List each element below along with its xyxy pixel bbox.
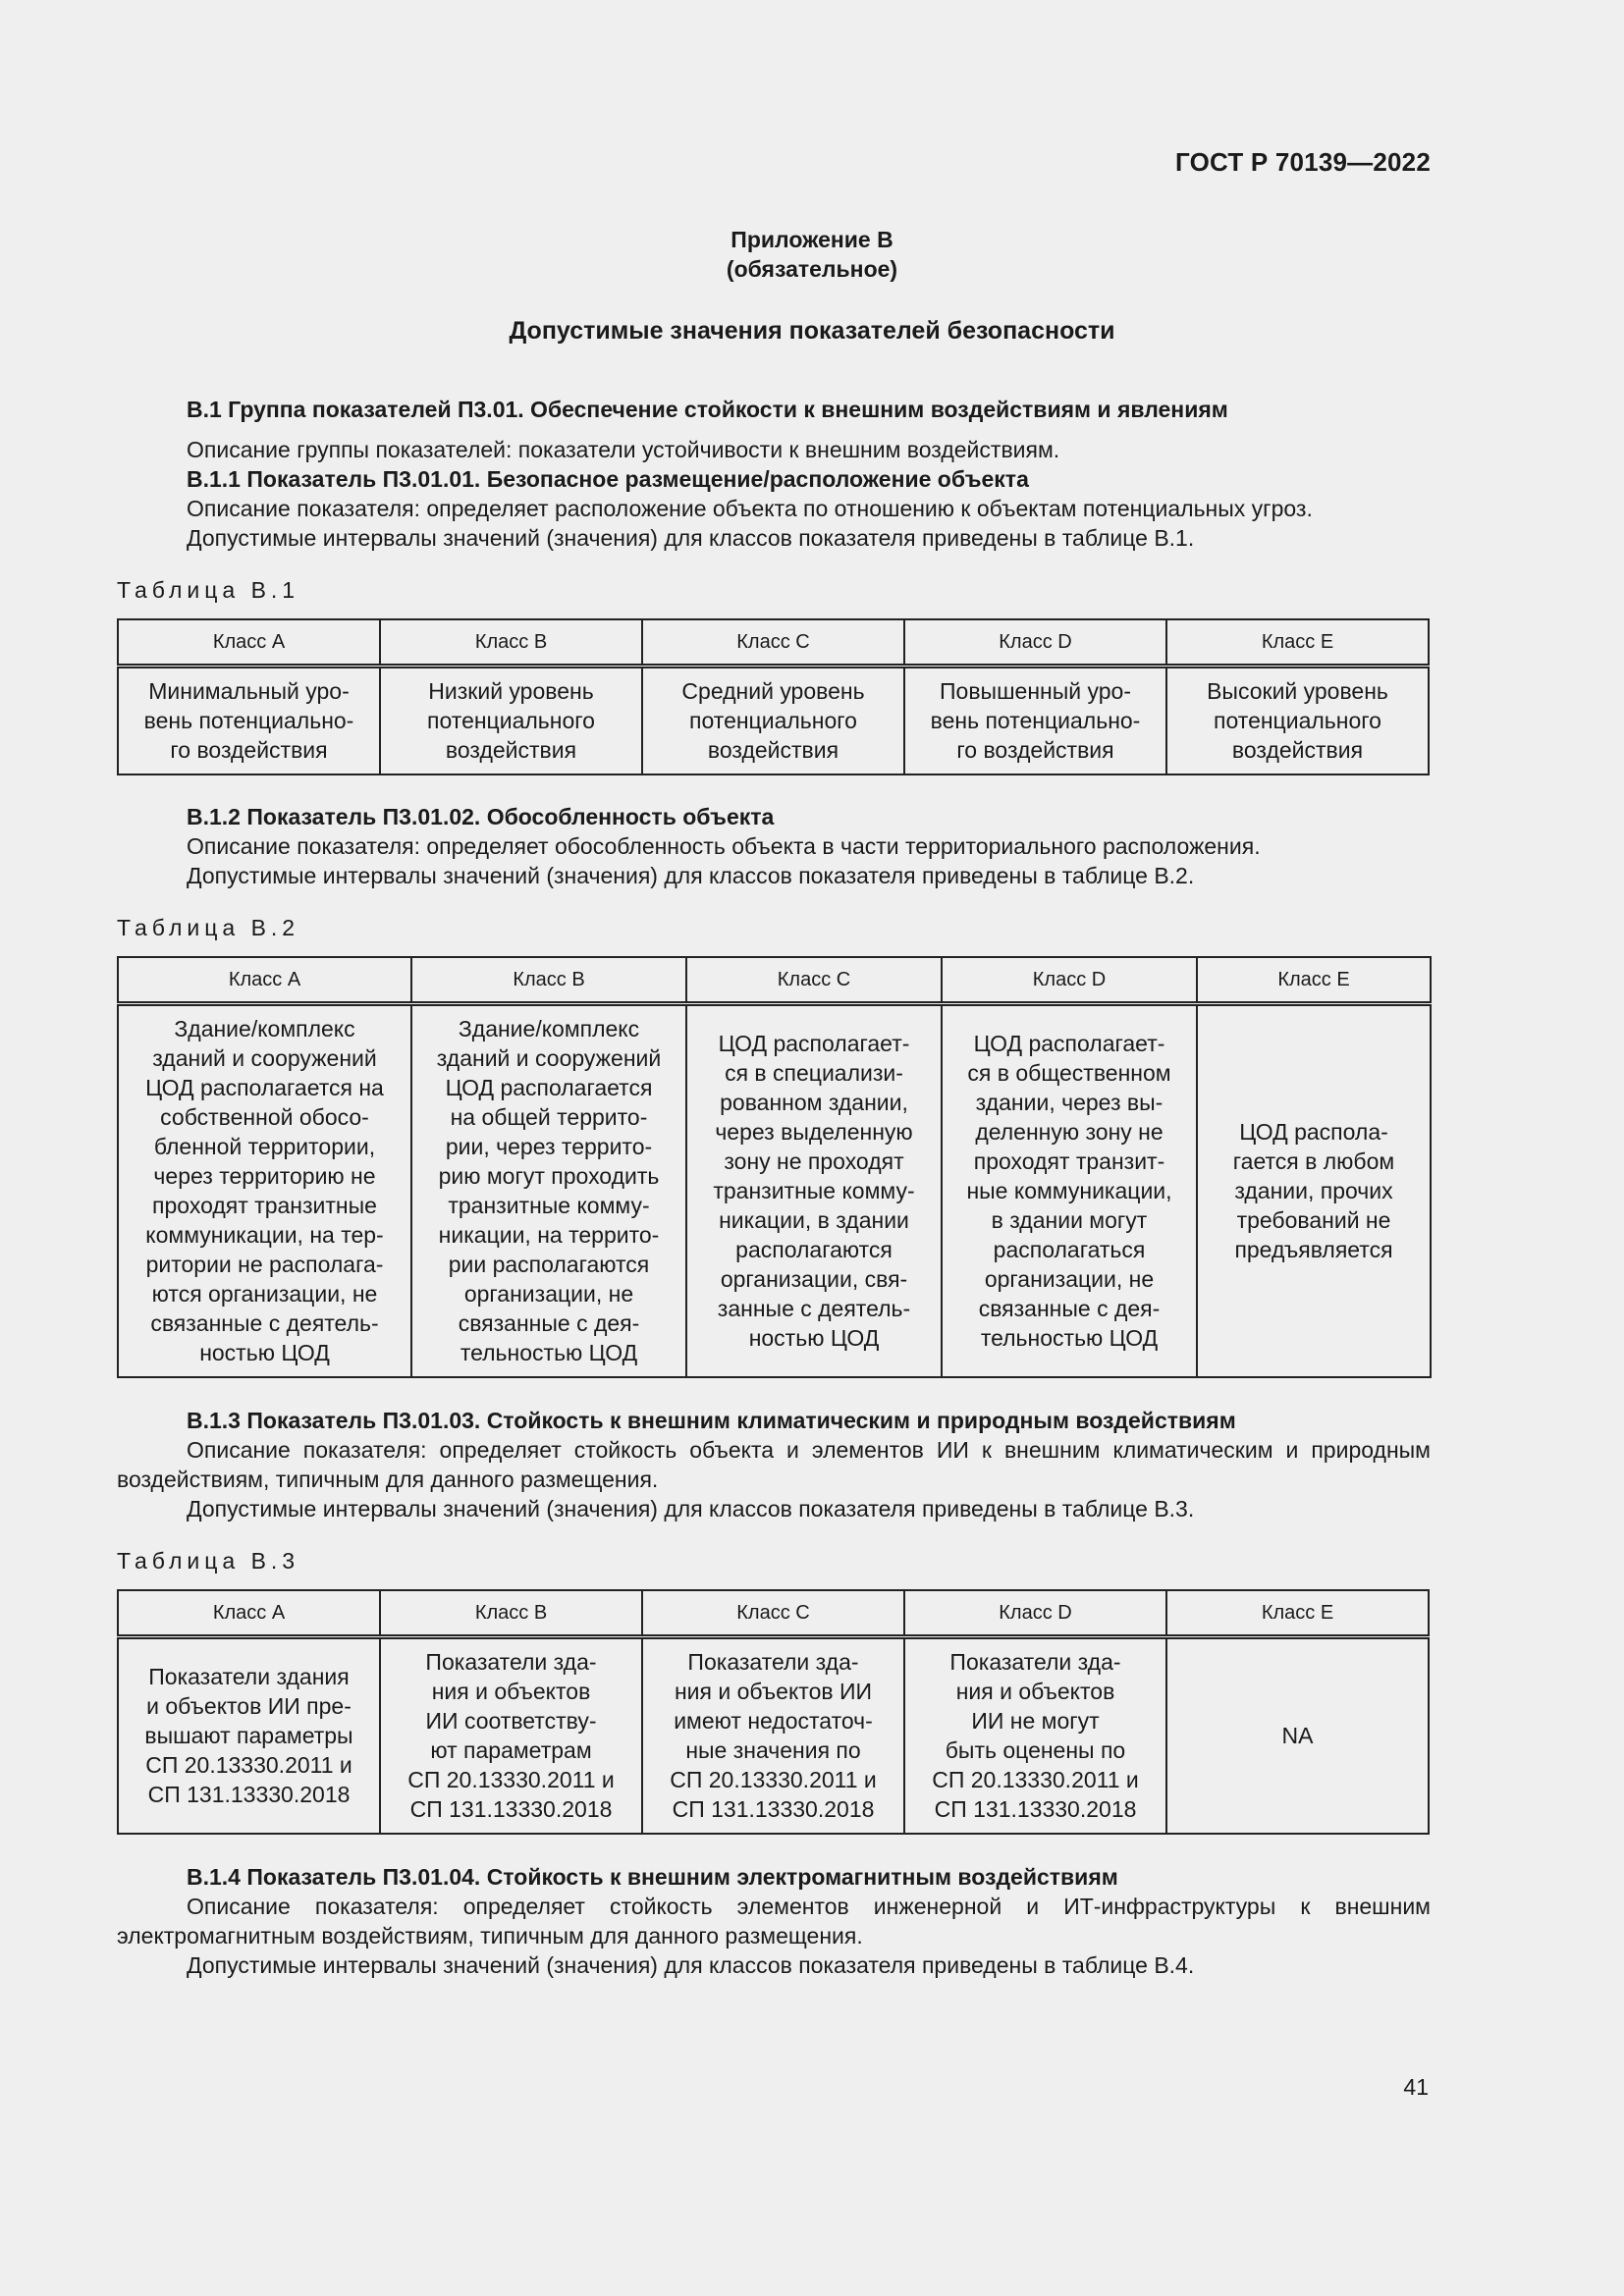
table-header-cell: Класс B	[380, 1590, 642, 1637]
table-cell: NA	[1166, 1637, 1429, 1834]
table-header-cell: Класс A	[118, 957, 411, 1004]
page-number: 41	[1403, 2074, 1429, 2100]
section-b14-description: Описание показателя: определяет стойкость элементов инженерной и ИТ-инфраструктуры к внешним электромагнитным воздействиям, типичным для данного размещения.	[117, 1894, 1431, 1949]
appendix-status: (обязательное)	[726, 256, 898, 282]
table-cell: Показатели здания и объектов ИИ пре- вышают параметры СП 20.13330.2011 и СП 131.13330.2018	[118, 1637, 380, 1834]
table-cell: Высокий уровень потенциального воздействия	[1166, 667, 1429, 774]
section-b12-description: Описание показателя: определяет обособленность объекта в части территориального расположения.	[187, 833, 1261, 859]
table-b3	[117, 1589, 1430, 1835]
table-header-cell: Класс C	[642, 619, 904, 667]
table-b1-caption: Таблица В.1	[117, 577, 300, 603]
table-header-cell: Класс C	[642, 1590, 904, 1637]
table-row	[118, 667, 1429, 774]
section-b12-heading: В.1.2 Показатель П3.01.02. Обособленность объекта	[187, 804, 775, 829]
table-header-cell: Класс C	[686, 957, 942, 1004]
table-header-cell: Класс D	[904, 1590, 1166, 1637]
table-cell: Минимальный уро- вень потенциально- го воздействия	[118, 667, 380, 774]
section-b11-ref: Допустимые интервалы значений (значения) для классов показателя приведены в таблице В.1.	[187, 525, 1195, 551]
section-b13-description: Описание показателя: определяет стойкость объекта и элементов ИИ к внешним климатическим и природным воздействиям, типичным для данного размещения.	[117, 1437, 1431, 1492]
table-b3-caption: Таблица В.3	[117, 1548, 300, 1574]
appendix-title: Допустимые значения показателей безопасности	[509, 317, 1115, 345]
table-header-cell: Класс B	[380, 619, 642, 667]
table-cell: ЦОД располагает- ся в общественном здании, через вы- деленную зону не проходят транзит- ные коммуникации, в здании могут располагаться организации, не связанные с дея- тельностью ЦОД	[942, 1004, 1197, 1377]
table-cell: Здание/комплекс зданий и сооружений ЦОД располагается на собственной обосо- бленной территории, через территорию не проходят транзитные коммуникации, на тер- ритории не располага- ются организации, не связанные с деятель- ностью ЦОД	[118, 1004, 411, 1377]
table-cell: Здание/комплекс зданий и сооружений ЦОД располагается на общей террито- рии, через террито- рию могут проходить транзитные комму- никации, на террито- рии располагаются организации, не связанные с дея- тельностью ЦОД	[411, 1004, 686, 1377]
table-cell: Показатели зда- ния и объектов ИИ соответству- ют параметрам СП 20.13330.2011 и СП 131.13330.2018	[380, 1637, 642, 1834]
section-b14-heading: В.1.4 Показатель П3.01.04. Стойкость к внешним электромагнитным воздействиям	[187, 1864, 1118, 1890]
table-header-cell: Класс D	[942, 957, 1197, 1004]
section-b14-ref: Допустимые интервалы значений (значения) для классов показателя приведены в таблице В.4.	[187, 1952, 1195, 1978]
table-cell: Низкий уровень потенциального воздействия	[380, 667, 642, 774]
table-header-cell: Класс D	[904, 619, 1166, 667]
table-cell: ЦОД распола- гается в любом здании, прочих требований не предъявляется	[1197, 1004, 1431, 1377]
section-b11-heading: В.1.1 Показатель П3.01.01. Безопасное размещение/расположение объекта	[187, 466, 1029, 492]
table-header-cell: Класс A	[118, 1590, 380, 1637]
table-cell: ЦОД располагает- ся в специализи- рованном здании, через выделенную зону не проходят транзитные комму- никации, в здании располагаются организации, свя- занные с деятель- ностью ЦОД	[686, 1004, 942, 1377]
table-header-row	[118, 957, 1431, 1004]
section-b13-ref: Допустимые интервалы значений (значения) для классов показателя приведены в таблице В.3.	[187, 1496, 1195, 1522]
table-b2	[117, 956, 1432, 1378]
table-row	[118, 1004, 1431, 1377]
section-b11-description: Описание показателя: определяет расположение объекта по отношению к объектам потенциальных угроз.	[187, 496, 1313, 521]
table-header-cell: Класс E	[1166, 619, 1429, 667]
section-b1-description: Описание группы показателей: показатели устойчивости к внешним воздействиям.	[187, 437, 1060, 462]
standard-code: ГОСТ Р 70139—2022	[1175, 147, 1431, 177]
table-cell: Показатели зда- ния и объектов ИИ имеют недостаточ- ные значения по СП 20.13330.2011 и СП 131.13330.2018	[642, 1637, 904, 1834]
table-cell: Повышенный уро- вень потенциально- го воздействия	[904, 667, 1166, 774]
section-b12-ref: Допустимые интервалы значений (значения) для классов показателя приведены в таблице В.2.	[187, 863, 1195, 888]
table-cell: Средний уровень потенциального воздействия	[642, 667, 904, 774]
table-header-row	[118, 619, 1429, 667]
table-header-cell: Класс B	[411, 957, 686, 1004]
table-b2-caption: Таблица В.2	[117, 915, 300, 940]
table-b1	[117, 618, 1430, 775]
appendix-name: Приложение В	[731, 227, 893, 252]
table-cell: Показатели зда- ния и объектов ИИ не могут быть оценены по СП 20.13330.2011 и СП 131.13330.2018	[904, 1637, 1166, 1834]
table-header-row	[118, 1590, 1429, 1637]
table-row	[118, 1637, 1429, 1834]
section-b13-heading: В.1.3 Показатель П3.01.03. Стойкость к внешним климатическим и природным воздействиям	[187, 1408, 1236, 1433]
table-header-cell: Класс E	[1166, 1590, 1429, 1637]
table-header-cell: Класс E	[1197, 957, 1431, 1004]
section-b1-heading: В.1 Группа показателей П3.01. Обеспечение стойкости к внешним воздействиям и явлениям	[187, 397, 1228, 422]
table-header-cell: Класс A	[118, 619, 380, 667]
